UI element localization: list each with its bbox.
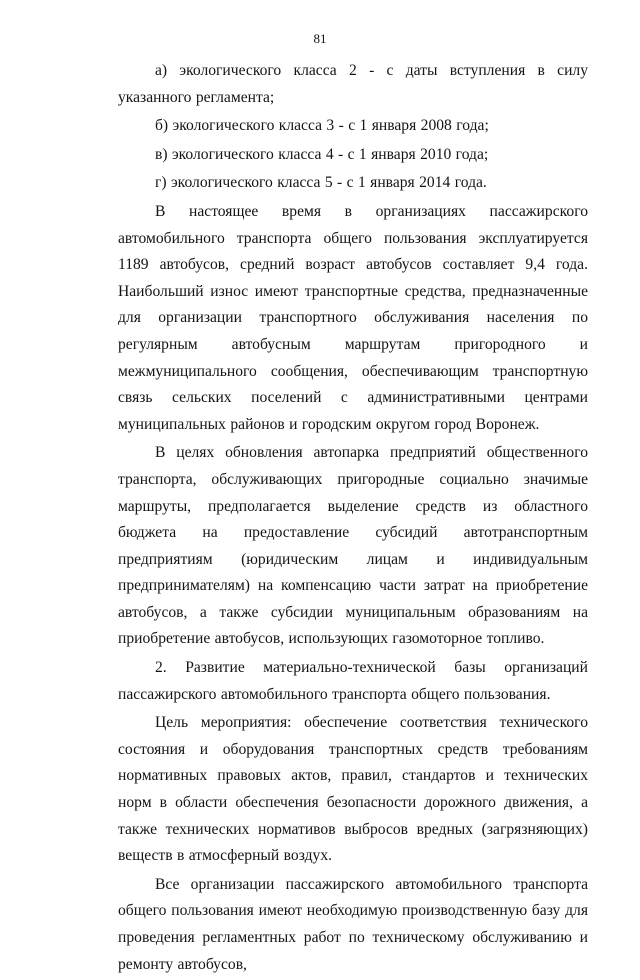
paragraph-bus-fleet-status: В настоящее время в организациях пассажирского автомобильного транспорта общего пользования эксплуатируется 1189 автобусов, средний возраст автобусов составляет 9,4 года. Наибольший износ имеют транспортные средства, предназначенные для организации транспортного обслуживания населения по регулярным автобусным маршрутам пригородного и межмуниципального сообщения, обеспечивающим транспортную связь сельских поселений с административными центрами муниципальных районов и городским округом город Воронеж. <box>118 202 588 433</box>
paragraph-eco-class-2: а) экологического класса 2 - с даты вступления в силу указанного регламента; <box>118 62 588 106</box>
page-number: 81 <box>313 31 327 46</box>
paragraph-measure-goal: Цель мероприятия: обеспечение соответствия технического состояния и оборудования транспортных средств требованиям нормативных правовых актов, правил, стандартов и технических норм в области обеспечения безопасности дорожного движения, а также технических нормативов выбросов вредных (загрязняющих) веществ в атмосферный воздух. <box>118 714 588 865</box>
paragraph-fleet-renewal: В целях обновления автопарка предприятий общественного транспорта, обслуживающих пригородные социально значимые маршруты, предполагается выделение средств из областного бюджета на предоставление субсидий автотранспортным предприятиям (юридическим лицам и индивидуальным предпринимателям) на компенсацию части затрат на приобретение автобусов, а также субсидии муниципальным образованиям на приобретение автобусов, использующих газомоторное топливо. <box>118 444 588 648</box>
document-body <box>118 58 588 980</box>
paragraph-eco-class-4: в) экологического класса 4 - с 1 января 2010 года; <box>155 145 489 163</box>
paragraph-section-heading: 2. Развитие материально-технической базы организаций пассажирского автомобильного транспорта общего пользования. <box>118 659 588 703</box>
paragraph-eco-class-3: б) экологического класса 3 - с 1 января 2008 года; <box>155 117 489 135</box>
paragraph-production-base: Все организации пассажирского автомобильного транспорта общего пользования имеют необходимую производственную базу для проведения регламентных работ по техническому обслуживанию и ремонту автобусов, <box>118 875 588 973</box>
paragraph-eco-class-5: г) экологического класса 5 - с 1 января 2014 года. <box>155 174 487 192</box>
